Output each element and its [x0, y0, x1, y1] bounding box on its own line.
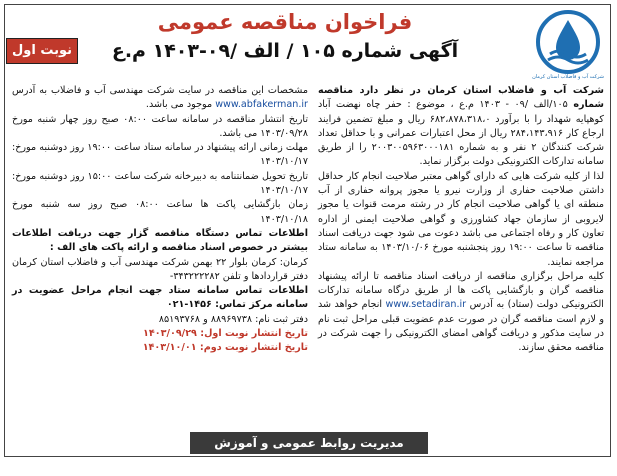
contact-address: کرمان: کرمان بلوار ۲۲ بهمن شرکت مهندسی آب و فاضلاب استان کرمان دفتر قراردادها و تلفن ۳۴۳۲۲۲۲۸۲- — [12, 256, 308, 282]
opening-time: زمان بازگشایی پاکت ها ساعت ۰۸:۰۰ صبح روز سه شنبه مورخ ۱۴۰۳/۱۰/۱۸ — [12, 199, 308, 225]
publish-date: تاریخ انتشار مناقصه در سامانه ساعت ۰۸:۰۰ صبح روز چهار شنبه مورخ ۱۴۰۳/۰۹/۲۸ می باشد. — [12, 113, 308, 139]
left-column — [12, 84, 308, 356]
intro-body: ۱۰۵/الف /۰۹ - ۱۴۰۳ م.ع ، موضوع : حفر چاه نهضت آباد کوهپایه شهداد را با برآورد ۶۸۲،۸۷۸،۳۱۸،۰ ریال و مبلغ تضمین فرایند ارجاع کار ۲۸۴،۱۴۳،۹۱۶ ریال از محل اعتبارات عمرانی و با حداقل تعداد شرکت کنندگان ۲ نفر و به شماره ۲۰۰۳۰۰۵۹۶۳۰۰۰۱۸۱ را از طریق سامانه تدارکات الکترونیکی دولت برگزار نماید. — [318, 99, 604, 168]
page-title: فراخوان مناقصه عمومی — [157, 10, 413, 34]
eligibility-paragraph: لذا از کلیه شرکت هایی که دارای گواهی معتبر صلاحیت انجام کار حداقل داشتن صلاحیت حفاری از وزارت نیرو یا مجوز پروانه حفاری از آب منطقه ای یا گواهی صلاحیت انجام کار در رشته مرمت قنوات یا مجوز لایروبی از سازمان جهاد کشاورزی و گواهی صلاحیت ایمنی از اداره تعاون کار و رفاه اجتماعی می باشد دعوت می شود جهت دریافت اسناد مناقصه تا ساعت ۱۹:۰۰ روز پنجشنبه مورخ ۱۴۰۳/۱۰/۰۶ به سامانه ستاد مراجعه نمایند. — [318, 170, 604, 268]
abfa-link[interactable]: www.abfakerman.ir — [215, 99, 308, 111]
ad-number-subtitle: آگهی شماره ۱۰۵ / الف /۰۹-۱۴۰۳ م.ع — [111, 40, 459, 62]
procedure-paragraph — [318, 270, 604, 356]
footer-bar: مدیریت روابط عمومی و آموزش همگانی — [190, 432, 428, 454]
second-publish-date: تاریخ انتشار نوبت دوم: ۱۴۰۳/۱۰/۰۱ — [142, 342, 308, 354]
logo-caption: شرکت آب و فاضلاب استان کرمان — [532, 74, 604, 80]
right-column — [318, 84, 604, 356]
setad-contact: اطلاعات تماس سامانه ستاد جهت انجام مراحل عضویت در سامانه مرکز تماس: ۱۴۵۶-۰۲۱ — [12, 285, 308, 311]
water-company-logo-icon — [532, 8, 604, 80]
setad-link[interactable]: www.setadiran.ir — [385, 299, 467, 311]
spec-text-end: موجود می باشد. — [145, 99, 213, 111]
round-badge: نوبت اول — [6, 38, 78, 64]
intro-lead: شرکت آب و فاضلاب استان کرمان در نظر دارد مناقصه شماره — [318, 85, 604, 111]
guarantee-deadline: تاریخ تحویل ضمانتنامه به دبیرخانه شرکت ساعت ۱۵:۰۰ روز دوشنبه مورخ: ۱۴۰۳/۱۰/۱۷ — [12, 170, 308, 197]
procedure-text-end: انجام خواهد شد و لازم است مناقصه گران در صورت عدم عضویت قبلی مراحل ثبت نام در سایت مذکور و دریافت گواهی امضای الکترونیکی را جهت شرکت در مناقصه محقق سازند. — [318, 299, 604, 354]
spec-paragraph — [12, 84, 308, 113]
spec-text: مشخصات این مناقصه در سایت شرکت مهندسی آب و فاضلاب به آدرس — [12, 85, 308, 96]
intro-paragraph — [318, 84, 604, 170]
procedure-text: کلیه مراحل برگزاری مناقصه از دریافت اسناد مناقصه تا ارائه پیشنهاد مناقصه گران و بازگشایی پاکت ها از طریق درگاه سامانه تدارکات الکترونیکی دولت (ستاد) به آدرس — [318, 270, 604, 311]
first-publish-date: تاریخ انتشار نوبت اول: ۱۴۰۳/۰۹/۲۹ — [143, 328, 308, 340]
registration-office: دفتر ثبت نام: ۸۸۹۶۹۷۳۸ و ۸۵۱۹۳۷۶۸ — [158, 313, 308, 325]
bid-deadline: مهلت زمانی ارائه پیشنهاد در سامانه ستاد ساعت ۱۹:۰۰ روز دوشنبه مورخ: ۱۴۰۳/۱۰/۱۷ — [12, 142, 309, 168]
contact-heading: اطلاعات تماس دستگاه مناقصه گزار جهت دریافت اطلاعات بیشتر در خصوص اسناد مناقصه و ارائه پاکت های الف : — [12, 227, 308, 254]
